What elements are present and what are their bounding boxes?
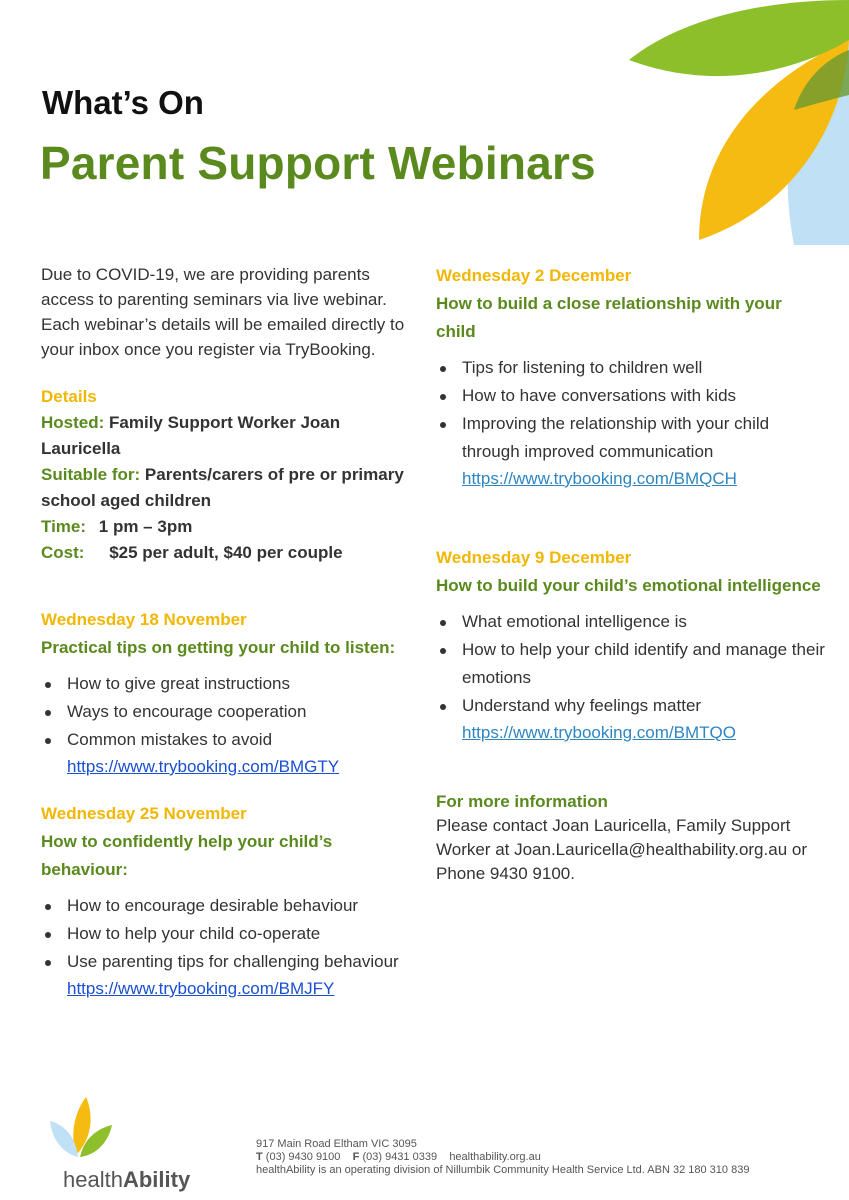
website: healthability.org.au	[449, 1151, 541, 1163]
logo-ability: Ability	[122, 1167, 191, 1192]
booking-link[interactable]: https://www.trybooking.com/BMJFY	[67, 979, 335, 998]
event-title: How to build your child’s emotional intelligence	[436, 576, 821, 595]
time-line	[41, 514, 416, 540]
hosted-label: Hosted:	[41, 413, 105, 432]
footer-contact	[256, 1138, 749, 1177]
intro-text: Due to COVID-19, we are providing parents access to parenting seminars via live webinar. Each webinar’s details will be emailed directly to your inbox once you register via TryBooking.	[41, 265, 405, 359]
list-item: Ways to encourage cooperation	[41, 698, 416, 726]
event-bullet-list	[41, 670, 416, 754]
suitable-line	[41, 462, 416, 514]
page-title: Parent Support Webinars	[40, 137, 596, 189]
list-item: Understand why feelings matter	[436, 692, 826, 720]
footer-phone-line	[256, 1151, 749, 1164]
time-value: 1 pm – 3pm	[98, 517, 193, 536]
more-info-section	[436, 790, 826, 886]
event-bullet-list	[436, 354, 826, 466]
booking-link[interactable]: https://www.trybooking.com/BMQCH	[462, 469, 737, 488]
event-2-december	[436, 262, 826, 492]
list-item: What emotional intelligence is	[436, 608, 826, 636]
more-info-text: Please contact Joan Lauricella, Family Support Worker at Joan.Lauricella@healthability.org.au or Phone 9430 9100.	[436, 816, 807, 883]
event-date: Wednesday 18 November	[41, 610, 247, 629]
footer-address: 917 Main Road Eltham VIC 3095	[256, 1138, 417, 1150]
list-item: Improving the relationship with your child through improved communication	[436, 410, 826, 466]
event-date: Wednesday 2 December	[436, 266, 632, 285]
list-item: How to have conversations with kids	[436, 382, 826, 410]
event-title: How to build a close relationship with your child	[436, 294, 782, 341]
footer-legal: healthAbility is an operating division of Nillumbik Community Health Service Ltd. ABN 32 180 310 839	[256, 1164, 750, 1176]
event-title: Practical tips on getting your child to listen:	[41, 638, 396, 657]
page-kicker: What’s On	[42, 84, 204, 121]
event-18-november	[41, 606, 416, 780]
phone-value: (03) 9430 9100	[265, 1151, 341, 1163]
logo-health: health	[63, 1167, 123, 1192]
phone-label: T	[256, 1151, 263, 1163]
list-item: Common mistakes to avoid	[41, 726, 416, 754]
list-item: How to help your child co-operate	[41, 920, 416, 948]
cost-line	[41, 540, 416, 566]
event-bullet-list	[436, 608, 826, 720]
details-heading: Details	[41, 387, 97, 406]
event-date: Wednesday 25 November	[41, 804, 247, 823]
event-25-november	[41, 800, 416, 1002]
list-item: How to help your child identify and manage their emotions	[436, 636, 826, 692]
logo-wordmark	[63, 1167, 190, 1193]
booking-link[interactable]: https://www.trybooking.com/BMGTY	[67, 757, 340, 776]
right-column	[436, 262, 826, 886]
fax-value: (03) 9431 0339	[362, 1151, 438, 1163]
list-item: Tips for listening to children well	[436, 354, 826, 382]
list-item: Use parenting tips for challenging behaviour	[41, 948, 416, 976]
details-section	[41, 384, 416, 566]
more-info-title: For more information	[436, 792, 608, 811]
left-column	[41, 262, 416, 1002]
list-item: How to encourage desirable behaviour	[41, 892, 416, 920]
fax-label: F	[352, 1151, 360, 1163]
hosted-value: Family Support Worker Joan Lauricella	[41, 413, 341, 458]
hosted-line	[41, 410, 416, 462]
list-item: How to give great instructions	[41, 670, 416, 698]
event-bullet-list	[41, 892, 416, 976]
suitable-label: Suitable for:	[41, 465, 141, 484]
event-date: Wednesday 9 December	[436, 548, 632, 567]
suitable-value: Parents/carers of pre or primary school aged children	[41, 465, 404, 510]
event-9-december	[436, 544, 826, 746]
time-label: Time:	[41, 517, 87, 536]
cost-label: Cost:	[41, 543, 85, 562]
cost-value: $25 per adult, $40 per couple	[109, 543, 343, 562]
booking-link[interactable]: https://www.trybooking.com/BMTQO	[462, 723, 736, 742]
decorative-leaves-icon	[589, 0, 849, 250]
event-title: How to confidently help your child’s behaviour:	[41, 832, 333, 879]
